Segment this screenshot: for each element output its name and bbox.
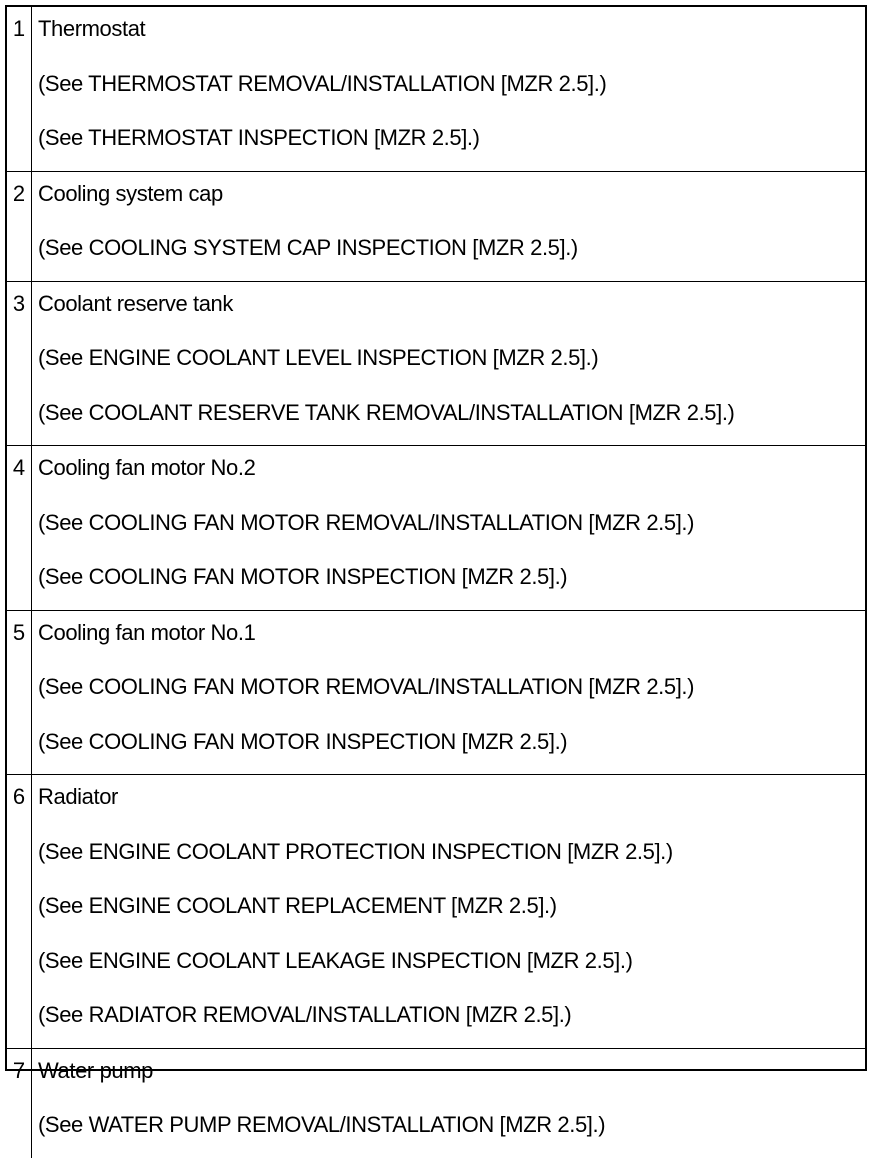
- item-number: 1: [12, 16, 26, 41]
- item-reference-link[interactable]: (See COOLANT RESERVE TANK REMOVAL/INSTALLATION [MZR 2.5].): [38, 399, 735, 425]
- item-reference-link[interactable]: (See THERMOSTAT INSPECTION [MZR 2.5].): [38, 125, 480, 150]
- item-title: Water pump: [38, 1057, 154, 1083]
- item-description-cell: [32, 7, 866, 171]
- item-reference-link[interactable]: (See RADIATOR REMOVAL/INSTALLATION [MZR 2.5].): [38, 1002, 572, 1027]
- item-title: Radiator: [38, 784, 118, 809]
- table-row: [7, 446, 865, 611]
- item-reference-link[interactable]: (See COOLING FAN MOTOR INSPECTION [MZR 2.5].): [38, 564, 568, 589]
- table-row: [7, 775, 865, 1049]
- item-title: Thermostat: [38, 16, 146, 41]
- table-row: [7, 171, 865, 281]
- item-reference-link[interactable]: (See COOLING FAN MOTOR INSPECTION [MZR 2.5].): [38, 728, 568, 754]
- item-title: Cooling fan motor No.1: [38, 619, 256, 645]
- table-row: [7, 610, 865, 775]
- item-reference-link[interactable]: (See COOLING FAN MOTOR REMOVAL/INSTALLATION [MZR 2.5].): [38, 674, 695, 699]
- item-description-cell: [32, 171, 866, 281]
- item-description-cell: [32, 446, 866, 611]
- item-number-cell: [7, 775, 32, 1049]
- component-table: [7, 7, 865, 1158]
- item-number: 7: [12, 1057, 26, 1083]
- item-reference-link[interactable]: (See COOLING FAN MOTOR REMOVAL/INSTALLATION [MZR 2.5].): [38, 509, 695, 535]
- item-reference-link[interactable]: (See COOLING SYSTEM CAP INSPECTION [MZR 2.5].): [38, 235, 578, 260]
- item-reference-link[interactable]: (See ENGINE COOLANT LEAKAGE INSPECTION [MZR 2.5].): [38, 947, 633, 973]
- item-reference-link[interactable]: (See ENGINE COOLANT REPLACEMENT [MZR 2.5].): [38, 893, 557, 918]
- table-row: [7, 281, 865, 446]
- component-table-body: [7, 7, 865, 1158]
- item-title: Cooling fan motor No.2: [38, 455, 256, 480]
- item-number: 3: [12, 290, 26, 316]
- item-reference-link[interactable]: (See ENGINE COOLANT PROTECTION INSPECTION [MZR 2.5].): [38, 838, 673, 864]
- item-number-cell: [7, 446, 32, 611]
- item-number-cell: [7, 1048, 32, 1158]
- item-number: 2: [12, 180, 26, 206]
- item-title: Coolant reserve tank: [38, 290, 233, 316]
- table-row: [7, 7, 865, 171]
- item-number-cell: [7, 610, 32, 775]
- component-table-frame: [5, 5, 867, 1137]
- item-reference-link[interactable]: (See THERMOSTAT REMOVAL/INSTALLATION [MZR 2.5].): [38, 70, 607, 96]
- item-number-cell: [7, 171, 32, 281]
- item-number: 4: [12, 455, 26, 480]
- item-description-cell: [32, 610, 866, 775]
- item-description-cell: [32, 775, 866, 1049]
- item-number: 5: [12, 619, 26, 645]
- item-description-cell: [32, 281, 866, 446]
- item-number-cell: [7, 281, 32, 446]
- item-reference-link[interactable]: (See ENGINE COOLANT LEVEL INSPECTION [MZR 2.5].): [38, 345, 599, 370]
- table-row: [7, 1048, 865, 1158]
- item-number: 6: [12, 784, 26, 809]
- item-title: Cooling system cap: [38, 180, 223, 206]
- item-reference-link[interactable]: (See WATER PUMP REMOVAL/INSTALLATION [MZR 2.5].): [38, 1112, 606, 1137]
- item-number-cell: [7, 7, 32, 171]
- item-description-cell: [32, 1048, 866, 1158]
